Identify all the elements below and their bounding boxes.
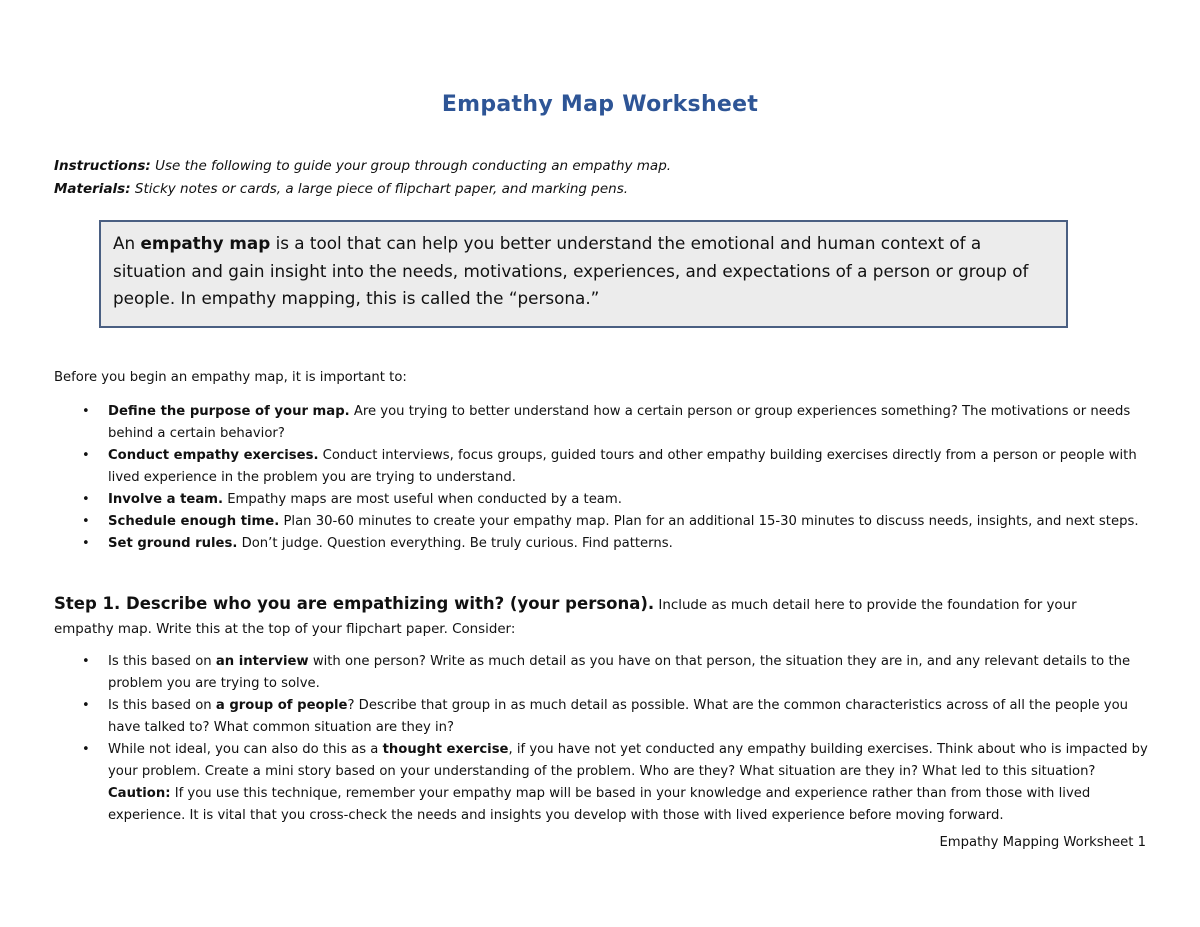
bullet-icon: •	[82, 536, 90, 551]
item-title: Define the purpose of your map.	[108, 404, 350, 419]
callout-term: empathy map	[140, 233, 271, 253]
item-text-post: ? Describe that group in as much detail as possible. What are the common characteristics across of all the people you have talked to? What common situation are they in?	[108, 698, 1129, 735]
item-text: Are you trying to better understand how a certain person or group experiences something? The motivations or needs behind a certain behavior?	[108, 404, 1131, 441]
step1-heading: Step 1. Describe who you are empathizing with? (your persona).	[54, 594, 655, 613]
item-title: Involve a team.	[108, 492, 223, 507]
bullet-icon: •	[82, 404, 90, 419]
item-text-pre: Is this based on	[108, 654, 216, 669]
step1-intro	[54, 592, 1134, 642]
list-item	[54, 511, 1154, 533]
item-title: Conduct empathy exercises.	[108, 448, 319, 463]
materials-line	[54, 181, 628, 197]
item-text-post: , if you have not yet conducted any empathy building exercises. Think about who is impacted by your problem. Create a mini story based on your understanding of the problem. Who are they? What situation are they in? What led to this situation?	[108, 742, 1148, 779]
item-title: Schedule enough time.	[108, 514, 280, 529]
page-footer: Empathy Mapping Worksheet 1	[939, 835, 1146, 850]
bullet-icon: •	[82, 654, 90, 669]
item-text: Conduct interviews, focus groups, guided tours and other empathy building exercises directly from a person or people with lived experience in the problem you are trying to understand.	[108, 448, 1137, 485]
before-intro: Before you begin an empathy map, it is important to:	[54, 370, 407, 385]
item-text: Don’t judge. Question everything. Be truly curious. Find patterns.	[237, 536, 673, 551]
item-emphasis: a group of people	[215, 698, 348, 713]
callout-text-pre: An	[113, 233, 141, 253]
page-title: Empathy Map Worksheet	[441, 92, 759, 117]
step1-list	[54, 651, 1154, 827]
caution-text: If you use this technique, remember your empathy map will be based in your knowledge and experience rather than from those with lived experience. It is vital that you cross-check the needs and insights you develop with those with lived experience before moving forward.	[108, 786, 1091, 823]
bullet-icon: •	[82, 448, 90, 463]
bullet-icon: •	[82, 698, 90, 713]
list-item	[54, 489, 1154, 511]
list-item	[54, 401, 1154, 445]
item-title: Set ground rules.	[108, 536, 238, 551]
item-text: Empathy maps are most useful when conducted by a team.	[223, 492, 622, 507]
materials-label: Materials:	[54, 181, 131, 197]
list-item	[54, 651, 1154, 695]
bullet-icon: •	[82, 492, 90, 507]
list-item	[54, 695, 1154, 739]
instructions-text: Use the following to guide your group through conducting an empathy map.	[150, 158, 672, 174]
before-list	[54, 401, 1154, 555]
list-item	[54, 445, 1154, 489]
instructions-label: Instructions:	[54, 158, 151, 174]
bullet-icon: •	[82, 742, 90, 757]
item-emphasis: thought exercise	[382, 742, 509, 757]
bullet-icon: •	[82, 514, 90, 529]
item-text-post: with one person? Write as much detail as you have on that person, the situation they are in, and any relevant details to the problem you are trying to solve.	[108, 654, 1131, 691]
item-text-pre: While not ideal, you can also do this as a	[108, 742, 383, 757]
item-text-pre: Is this based on	[108, 698, 216, 713]
list-item	[54, 533, 1154, 555]
step1-text: Include as much detail here to provide the foundation for your empathy map. Write this at the top of your flipchart paper. Consider:	[54, 598, 1077, 637]
item-emphasis: an interview	[215, 654, 309, 669]
instructions-line	[54, 158, 671, 174]
caution-label: Caution:	[108, 786, 171, 801]
item-text: Plan 30-60 minutes to create your empathy map. Plan for an additional 15-30 minutes to discuss needs, insights, and next steps.	[279, 514, 1139, 529]
list-item	[54, 739, 1154, 827]
callout-text-post: is a tool that can help you better understand the emotional and human context of a situation and gain insight into the needs, motivations, experiences, and expectations of a person or group of people. In empathy mapping, this is called the “persona.”	[113, 233, 1029, 308]
definition-callout	[99, 220, 1068, 328]
materials-text: Sticky notes or cards, a large piece of flipchart paper, and marking pens.	[130, 181, 629, 197]
